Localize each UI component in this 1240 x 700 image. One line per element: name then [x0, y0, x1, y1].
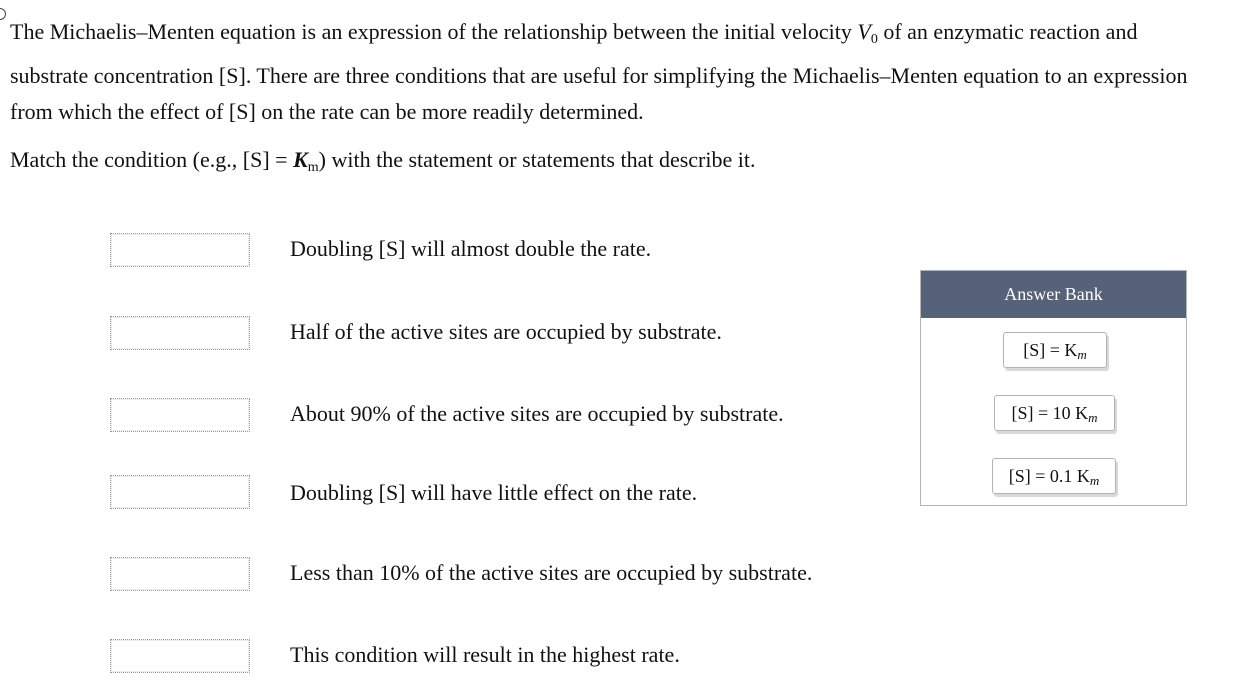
velocity-subscript: 0 [870, 32, 878, 47]
statement-text: Half of the active sites are occupied by substrate. [290, 319, 722, 344]
km-subscript: m [307, 160, 319, 175]
match-row [110, 313, 870, 353]
chip-subscript: m [1077, 347, 1087, 362]
chip-k: K [1064, 340, 1078, 360]
statement-text: Doubling [S] will have little effect on the rate. [290, 480, 698, 505]
chip-k: K [1075, 403, 1089, 423]
chip-subscript: m [1088, 410, 1098, 425]
statement-text: Less than 10% of the active sites are occupied by substrate. [290, 560, 813, 585]
drop-target[interactable] [110, 316, 250, 350]
answer-bank-title: Answer Bank [921, 271, 1186, 318]
statement-text: This condition will result in the highest rate. [290, 642, 680, 667]
chip-prefix: [S] = 0.1 [1008, 466, 1077, 486]
answer-chip[interactable] [992, 458, 1116, 494]
paragraph-part1: The Michaelis–Menten equation is an expression of the relationship between the initial velocity [10, 19, 858, 44]
match-row [110, 395, 870, 435]
question-text [10, 14, 1220, 186]
corner-circle-icon [0, 8, 6, 20]
paragraph-part2: of an enzymatic reaction and substrate concentration [S]. There are three conditions that are useful for simplifying the Michaelis–Menten equation to an expression from which the effect of [S] on the rate can be more readily determined. [10, 19, 1188, 124]
chip-k: K [1076, 466, 1090, 486]
drop-target[interactable] [110, 233, 250, 267]
question-paragraph [10, 14, 1220, 130]
match-row [110, 554, 870, 594]
answer-chip[interactable] [1003, 332, 1107, 368]
instruction-part1: Match the condition (e.g., [S] = [10, 147, 294, 172]
drop-target[interactable] [110, 639, 250, 673]
instruction-part2: ) with the statement or statements that describe it. [318, 147, 756, 172]
answer-bank [920, 270, 1187, 506]
drop-target[interactable] [110, 557, 250, 591]
velocity-symbol: V [857, 19, 871, 44]
match-row [110, 636, 870, 676]
statement-text: About 90% of the active sites are occupied by substrate. [290, 401, 784, 426]
chip-prefix: [S] = [1023, 340, 1065, 360]
km-symbol: K [293, 147, 308, 172]
drop-target[interactable] [110, 398, 250, 432]
statement-text: Doubling [S] will almost double the rate. [290, 236, 652, 261]
drop-target[interactable] [110, 475, 250, 509]
answer-chip[interactable] [994, 395, 1115, 431]
match-row [110, 230, 870, 270]
match-row [110, 472, 870, 512]
instruction-text [10, 142, 1220, 186]
chip-subscript: m [1089, 473, 1100, 488]
chip-prefix: [S] = 10 [1011, 403, 1076, 423]
